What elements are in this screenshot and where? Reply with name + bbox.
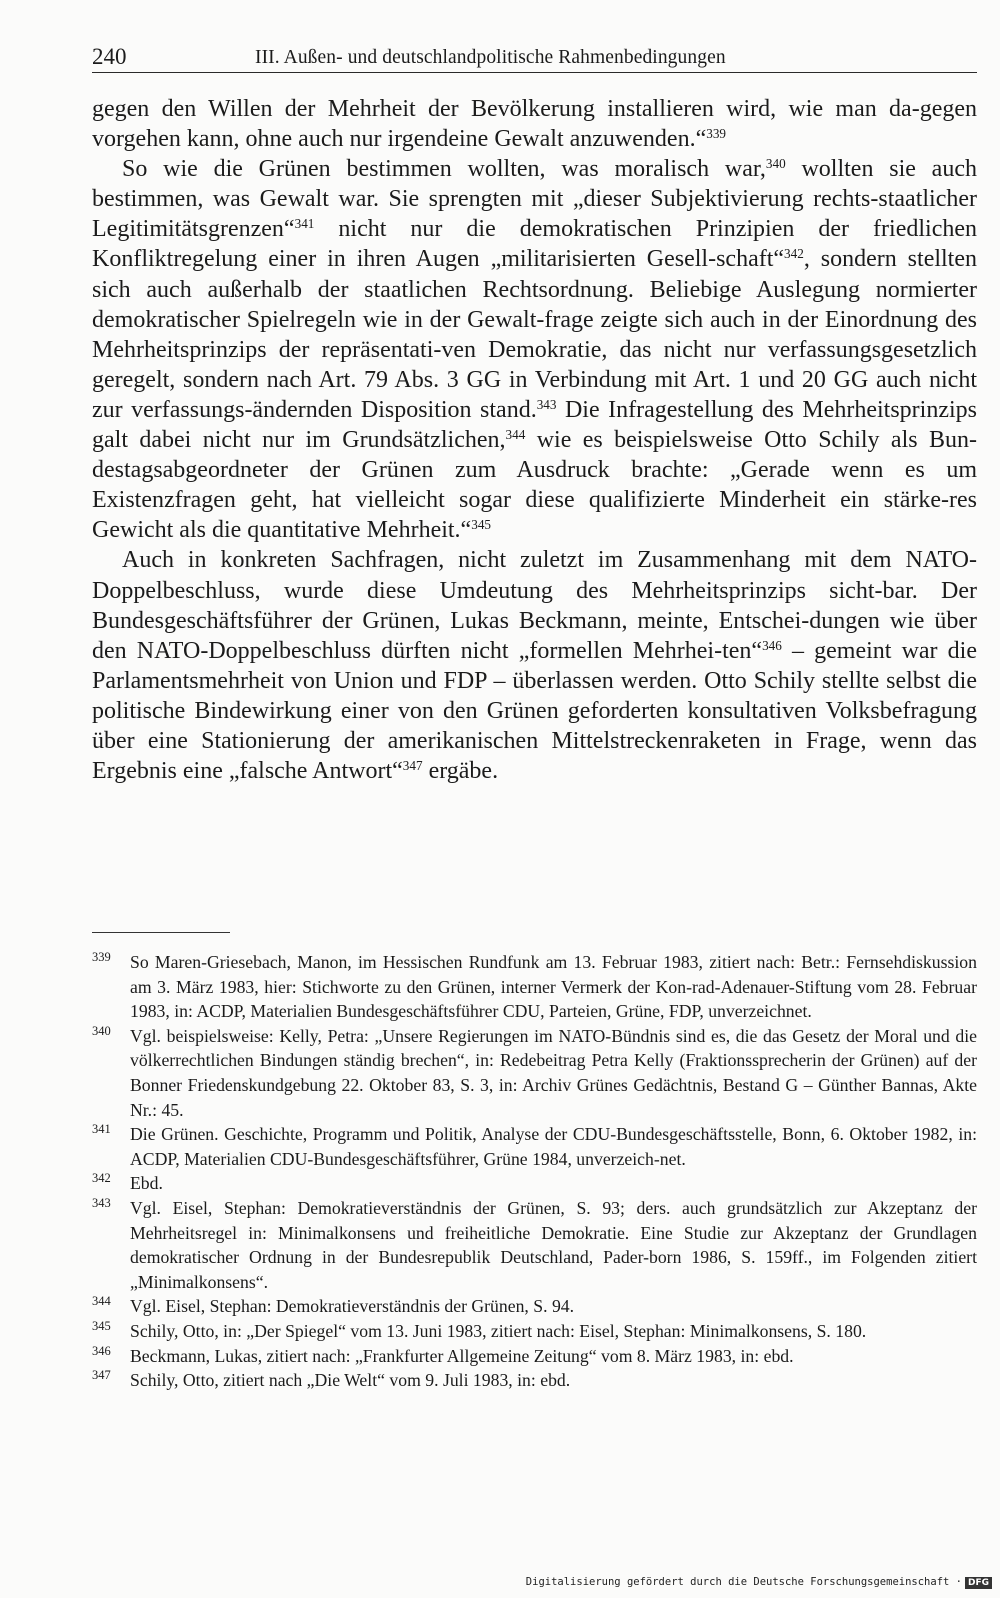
footnote-344 (92, 1294, 977, 1319)
footnote-345 (92, 1319, 977, 1344)
footnote-340 (92, 1024, 977, 1122)
footnote-number: 343 (92, 1195, 111, 1210)
footnote-ref-345[interactable]: 345 (471, 517, 491, 533)
page-header (92, 44, 976, 72)
footnote-number: 341 (92, 1122, 111, 1137)
text-run: , sondern stellten sich auch außerhalb der staatlichen Rechtsordnung. Beliebige Auslegung normierter demokratischer Spielregeln wie in der Gewalt-frage zeigte sich auch in der Einordnung des Mehrheitsprinzips der repräsentati-ven Demokratie, das nicht nur verfassungsgesetzlich geregelt, sondern nach Art. 79 Abs. 3 GG in Verbindung mit Art. 1 und 20 GG auch nicht zur verfassungs-ändernden Disposition stand. (92, 246, 977, 423)
footnote-ref-347[interactable]: 347 (402, 757, 423, 773)
text-run: wollten sie auch bestimmen, was Gewalt war. Sie sprengten mit „dieser Subjektivierung rechts-staatlicher Legitimitätsgrenzen“ (92, 156, 977, 243)
page-number: 240 (92, 44, 127, 69)
footnote-text: Vgl. Eisel, Stephan: Demokratieverständnis der Grünen, S. 94. (130, 1296, 575, 1317)
text-run: Auch in konkreten Sachfragen, nicht zuletzt im Zusammenhang mit dem NATO-Doppelbeschluss, wurde diese Umdeutung des Mehrheitsprinzips sicht-bar. Der Bundesgeschäftsführer der Grünen, Lukas Beckmann, meinte, Entschei-dungen wie über den NATO-Doppelbeschluss dürften nicht „formellen Mehrhei-ten“ (92, 547, 977, 664)
footnote-ref-340[interactable]: 340 (765, 156, 786, 172)
body-text (92, 94, 977, 786)
text-run: wie es beispielsweise Otto Schily als Bun-destagsabgeordneter der Grünen zum Ausdruck brachte: „Gerade wenn es um Existenzfragen geht, hat vielleicht sogar diese qualifizierte Minderheit ein stärke-res Gewicht als die quantitative Mehrheit.“ (92, 427, 977, 544)
paragraph-2 (92, 154, 977, 545)
digitization-credit (526, 1576, 992, 1592)
footnote-number: 347 (92, 1368, 111, 1383)
text-run: gegen den Willen der Mehrheit der Bevölkerung installieren wird, wie man da-gegen vorgehen kann, ohne auch nur irgendeine Gewalt anzuwenden.“ (92, 96, 977, 153)
footnote-343 (92, 1196, 977, 1294)
footnote-text: Vgl. Eisel, Stephan: Demokratieverständnis der Grünen, S. 93; ders. auch grundsätzlich zur Akzeptanz der Mehrheitsregel in: Minimalkonsens und freiheitliche Demokratie. Eine Studie zur Akzeptanz der Grundlagen demokratischer Ordnung in der Bundesrepublik Deutschland, Pader-born 1986, S. 159ff., im Folgenden zitiert „Minimalkonsens“. (130, 1197, 977, 1292)
footnote-text: Vgl. beispielsweise: Kelly, Petra: „Unsere Regierungen im NATO-Bündnis sind es, die das Gesetz der Moral und die völkerrechtlichen Bindungen ständig brechen“, in: Redebeitrag Petra Kelly (Fraktionssprecherin der Grünen) auf der Bonner Friedenskundgebung 22. Oktober 83, S. 3, in: Archiv Grünes Gedächtnis, Bestand G – Günther Bannas, Akte Nr.: 45. (130, 1025, 977, 1120)
text-run: nicht nur die demokratischen Prinzipien der friedlichen Konfliktregelung einer in ihren Augen „militarisierten Gesell-schaft“ (92, 216, 977, 273)
footnote-text: Schily, Otto, in: „Der Spiegel“ vom 13. Juni 1983, zitiert nach: Eisel, Stephan: Minimalkonsens, S. 180. (130, 1320, 867, 1341)
footnote-ref-344[interactable]: 344 (505, 426, 526, 442)
header-rule (92, 72, 977, 73)
footnote-number: 346 (92, 1343, 111, 1358)
footnote-separator (92, 932, 230, 933)
footnote-number: 339 (92, 950, 111, 964)
footnote-text: Die Grünen. Geschichte, Programm und Politik, Analyse der CDU-Bundesgeschäftsstelle, Bonn, 6. Oktober 1982, in: ACDP, Materialien CDU-Bundesgeschäftsführer, Grüne 1984, unverzeich-net. (130, 1124, 977, 1169)
footnote-number: 345 (92, 1318, 111, 1333)
running-title: III. Außen- und deutschlandpolitische Rahmenbedingungen (255, 47, 726, 68)
footnote-text: Schily, Otto, zitiert nach „Die Welt“ vom 9. Juli 1983, in: ebd. (130, 1370, 571, 1391)
footnote-341 (92, 1122, 977, 1171)
footnote-number: 344 (92, 1294, 111, 1309)
footnote-text: Ebd. (130, 1173, 163, 1194)
footnote-342 (92, 1171, 977, 1196)
paragraph-1 (92, 94, 977, 154)
text-run: So wie die Grünen bestimmen wollten, was moralisch war, (122, 156, 766, 183)
dfg-logo: DFG (965, 1577, 992, 1589)
text-run: – gemeint war die Parlamentsmehrheit von Union und FDP – überlassen werden. Otto Schily stellte selbst die politische Bindewirkung einer von den Grünen geforderten konsultativen Volksbefragung über eine Stationierung der amerikanischen Mittelstreckenraketen in Frage, wenn das Ergebnis eine „falsche Antwort“ (92, 637, 978, 785)
footnote-ref-343[interactable]: 343 (536, 396, 557, 412)
paragraph-3 (92, 545, 977, 786)
footnote-ref-339[interactable]: 339 (706, 125, 726, 141)
footnote-ref-342[interactable]: 342 (784, 246, 804, 262)
footnote-number: 342 (92, 1171, 111, 1186)
text-run: ergäbe. (422, 758, 499, 785)
footnotes (92, 950, 977, 1393)
footnote-346 (92, 1344, 977, 1369)
footnote-339 (92, 950, 977, 1024)
footnote-text: So Maren-Griesebach, Manon, im Hessischen Rundfunk am 13. Februar 1983, zitiert nach: Betr.: Fernsehdiskussion am 3. März 1983, hier: Stichworte zu den Grünen, interner Vermerk der Kon-rad-Adenauer-Stiftung vom 28. Februar 1983, in: ACDP, Materialien Bundesgeschäftsführer CDU, Parteien, Grüne, FDP, unverzeichnet. (130, 952, 977, 1022)
text-run: Die Infragestellung des Mehrheitsprinzips galt dabei nicht nur im Grundsätzlichen, (92, 396, 977, 454)
credit-text: Digitalisierung gefördert durch die Deutsche Forschungsgemeinschaft · (525, 1576, 962, 1588)
footnote-text: Beckmann, Lukas, zitiert nach: „Frankfurter Allgemeine Zeitung“ vom 8. März 1983, in: ebd. (130, 1345, 794, 1366)
footnote-347 (92, 1368, 977, 1393)
footnote-ref-341[interactable]: 341 (294, 216, 315, 232)
footnote-ref-346[interactable]: 346 (762, 637, 782, 653)
footnote-number: 340 (92, 1023, 111, 1038)
